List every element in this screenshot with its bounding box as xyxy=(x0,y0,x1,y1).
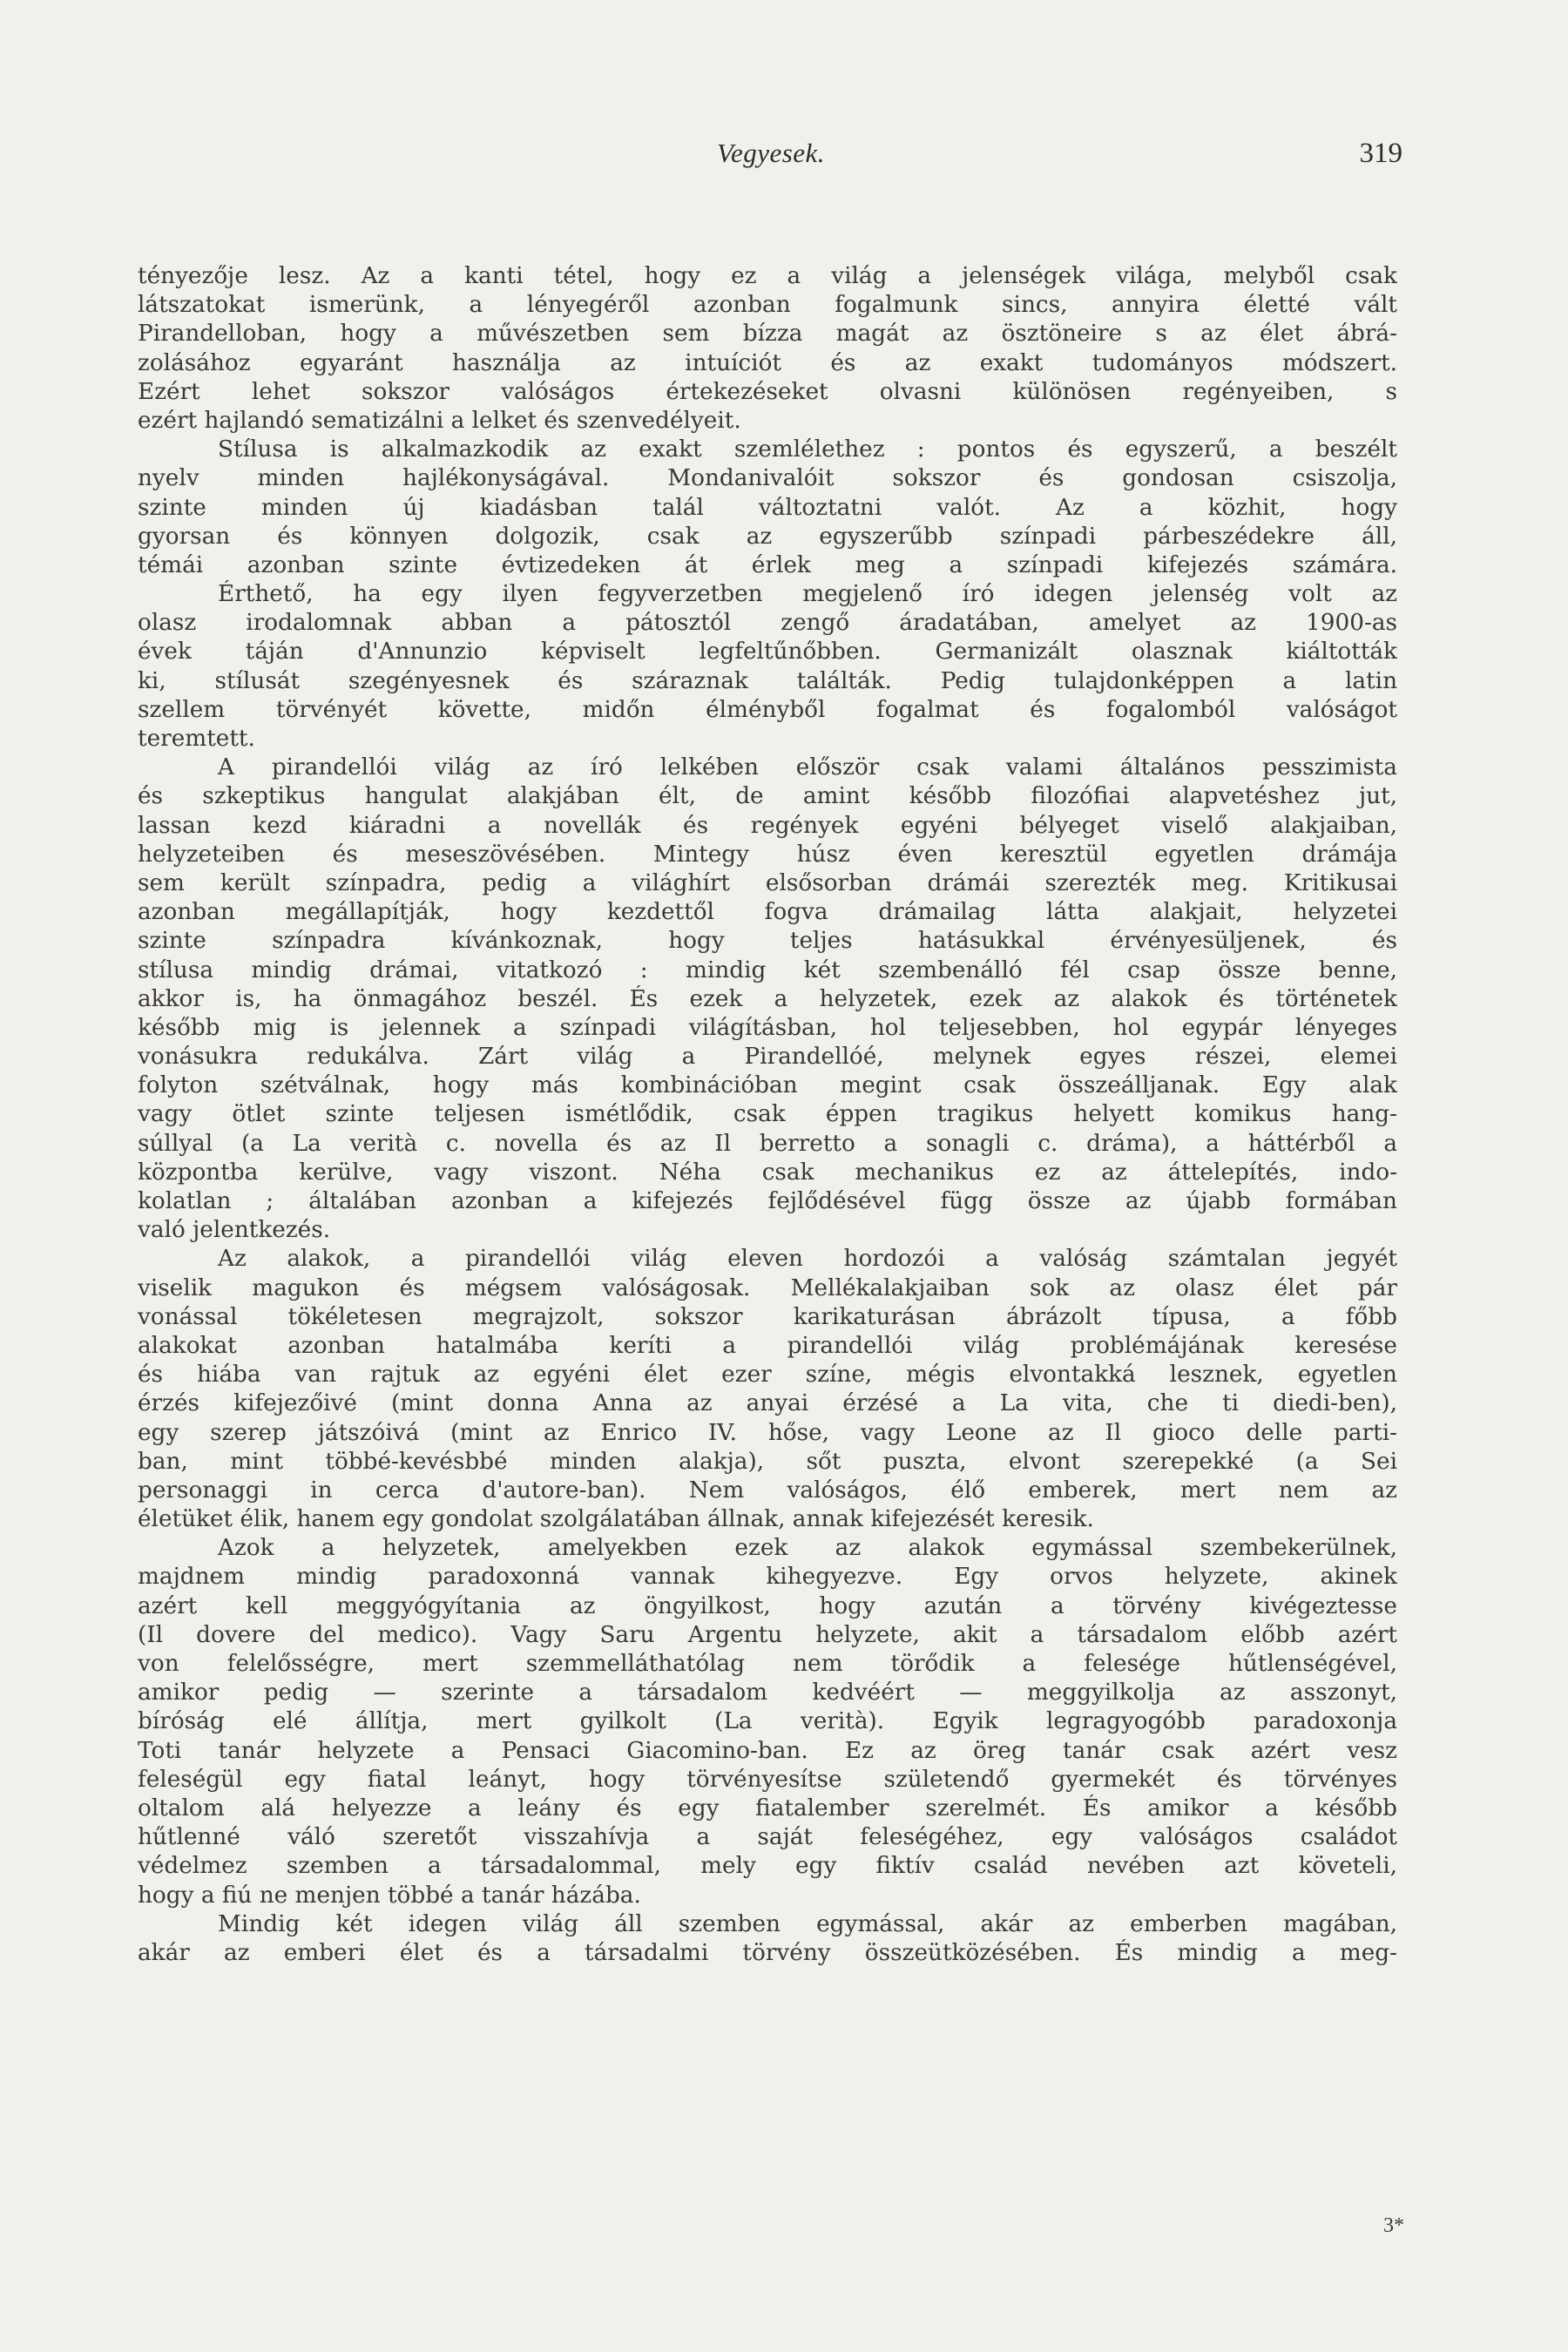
text-line: vagy ötlet szinte teljesen ismétlődik, csak éppen tragikus helyett komikus hang- xyxy=(138,1101,1397,1128)
text-line: olasz irodalomnak abban a pátosztól zengő áradatában, amelyet az 1900-as xyxy=(138,610,1397,637)
text-line: sem került színpadra, pedig a világhírt elsősorban drámái szerezték meg. Kritikusai xyxy=(138,869,1397,896)
text-line: később mig is jelennek a színpadi világításban, hol teljesebben, hol egypár lényeges xyxy=(138,1014,1397,1041)
text-line: évek táján d'Annunzio képviselt legfeltűnőbben. Germanizált olasznak kiáltották xyxy=(138,639,1397,666)
text-line: A pirandellói világ az író lelkében először csak valami általános pesszimista xyxy=(218,754,1397,781)
text-line: vonásukra redukálva. Zárt világ a Pirandellóé, melynek egyes részei, elemei xyxy=(138,1044,1397,1071)
text-line: Pirandelloban, hogy a művészetben sem bízza magát az ösztöneire s az élet ábrá- xyxy=(138,321,1397,348)
text-line: von felelősségre, mert szemmelláthatólag nem törődik a felesége hűtlenségével, xyxy=(138,1651,1397,1677)
text-line: és szkeptikus hangulat alakjában élt, de amint később filozófiai alapvetéshez jut, xyxy=(138,783,1397,810)
text-line: azért kell meggyógyítania az öngyilkost, hogy azután a törvény kivégeztesse xyxy=(138,1592,1397,1619)
text-line: amikor pedig — szerinte a társadalom kedvéért — meggyilkolja az asszonyt, xyxy=(138,1680,1397,1707)
text-line: központba kerülve, vagy viszont. Néha csak mechanikus ez az áttelepítés, indo- xyxy=(138,1159,1397,1186)
text-line: majdnem mindig paradoxonná vannak kihegyezve. Egy orvos helyzete, akinek xyxy=(138,1564,1397,1591)
text-line: életüket élik, hanem egy gondolat szolgálatában állnak, annak kifejezését keresik. xyxy=(138,1506,1094,1533)
text-line: Azok a helyzetek, amelyekben ezek az alakok egymással szembekerülnek, xyxy=(218,1535,1397,1562)
page-header xyxy=(139,138,1402,181)
text-line: folyton szétválnak, hogy más kombinációban megint csak összeálljanak. Egy alak xyxy=(138,1072,1397,1099)
running-head: Vegyesek. xyxy=(716,138,826,168)
text-line: védelmez szemben a társadalommal, mely egy fiktív család nevében azt követeli, xyxy=(138,1853,1397,1880)
text-line: zolásához egyaránt használja az intuíciót és az exakt tudományos módszert. xyxy=(138,349,1397,376)
text-line: tényezője lesz. Az a kanti tétel, hogy ez a világ a jelenségek világa, melyből csak xyxy=(138,263,1397,289)
text-line: szellem törvényét követte, midőn élményből fogalmat és fogalomból valóságot xyxy=(138,696,1397,723)
text-line: ban, mint többé-kevésbbé minden alakja), sőt puszta, elvont szerepekké (a Sei xyxy=(138,1448,1397,1475)
text-line: ki, stílusát szegényesnek és száraznak találták. Pedig tulajdonképpen a latin xyxy=(138,667,1397,694)
text-line: való jelentkezés. xyxy=(138,1217,331,1244)
text-line: látszatokat ismerünk, a lényegéről azonban fogalmunk sincs, annyira életté vált xyxy=(138,292,1397,319)
text-line: Stílusa is alkalmazkodik az exakt szemlélethez : pontos és egyszerű, a beszélt xyxy=(218,436,1397,463)
text-line: érzés kifejezőivé (mint donna Anna az anyai érzésé a La vita, che ti diedi-ben), xyxy=(138,1390,1397,1417)
text-line: ezért hajlandó sematizálni a lelket és szenvedélyeit. xyxy=(138,407,741,434)
text-line: oltalom alá helyezze a leány és egy fiatalember szerelmét. És amikor a később xyxy=(138,1794,1397,1821)
text-line: vonással tökéletesen megrajzolt, sokszor karikaturásan ábrázolt típusa, a főbb xyxy=(138,1303,1397,1330)
text-line: gyorsan és könnyen dolgozik, csak az egyszerűbb színpadi párbeszédekre áll, xyxy=(138,523,1397,550)
text-line: alakokat azonban hatalmába keríti a pirandellói világ problémájának keresése xyxy=(138,1332,1397,1359)
text-line: feleségül egy fiatal leányt, hogy törvényesítse születendő gyermekét és törvényes xyxy=(138,1766,1397,1793)
page-number: 319 xyxy=(1359,138,1402,169)
text-line: viselik magukon és mégsem valóságosak. Mellékalakjaiban sok az olasz élet pár xyxy=(138,1274,1397,1301)
text-line: personaggi in cerca d'autore-ban). Nem valóságos, élő emberek, mert nem az xyxy=(138,1477,1397,1504)
text-line: Toti tanár helyzete a Pensaci Giacomino-ban. Ez az öreg tanár csak azért vesz xyxy=(138,1737,1397,1764)
text-line: lassan kezd kiáradni a novellák és regények egyéni bélyeget viselő alakjaiban, xyxy=(138,812,1397,839)
signature-mark: 3* xyxy=(1383,2214,1404,2237)
text-line: Mindig két idegen világ áll szemben egymással, akár az emberben magában, xyxy=(218,1910,1397,1937)
text-line: hűtlenné váló szeretőt visszahívja a saját feleségéhez, egy valóságos családot xyxy=(138,1824,1397,1851)
text-line: hogy a fiú ne menjen többé a tanár házába. xyxy=(138,1882,641,1909)
text-line: Ezért lehet sokszor valóságos értekezéseket olvasni különösen regényeiben, s xyxy=(138,378,1397,405)
text-line: és hiába van rajtuk az egyéni élet ezer színe, mégis elvontakká lesznek, egyetlen xyxy=(138,1362,1397,1389)
text-line: helyzeteiben és meseszövésében. Mintegy húsz éven keresztül egyetlen drámája xyxy=(138,841,1397,868)
text-line: akár az emberi élet és a társadalmi törvény összeütközésében. És mindig a meg- xyxy=(138,1939,1397,1966)
text-line: Érthető, ha egy ilyen fegyverzetben megjelenő író idegen jelenség volt az xyxy=(218,581,1397,608)
text-line: szinte minden új kiadásban talál változtatni valót. Az a közhit, hogy xyxy=(138,494,1397,521)
text-line: bíróság elé állítja, mert gyilkolt (La verità). Egyik legragyogóbb paradoxonja xyxy=(138,1708,1397,1735)
text-line: akkor is, ha önmagához beszél. És ezek a helyzetek, ezek az alakok és történetek xyxy=(138,985,1397,1012)
text-line: nyelv minden hajlékonyságával. Mondanivalóit sokszor és gondosan csiszolja, xyxy=(138,465,1397,492)
text-line: azonban megállapítják, hogy kezdettől fogva drámailag látta alakjait, helyzetei xyxy=(138,899,1397,926)
text-line: szinte színpadra kívánkoznak, hogy teljes hatásukkal érvényesüljenek, és xyxy=(138,928,1397,955)
text-line: (Il dovere del medico). Vagy Saru Argentu helyzete, akit a társadalom előbb azért xyxy=(138,1621,1397,1648)
text-line: súllyal (a La verità c. novella és az Il berretto a sonagli c. dráma), a háttérből a xyxy=(138,1130,1397,1157)
text-line: teremtett. xyxy=(138,726,255,752)
text-line: Az alakok, a pirandellói világ eleven hordozói a valóság számtalan jegyét xyxy=(218,1246,1397,1273)
text-line: kolatlan ; általában azonban a kifejezés fejlődésével függ össze az újabb formában xyxy=(138,1188,1397,1214)
body-text xyxy=(138,262,1397,1968)
text-line: témái azonban szinte évtizedeken át érlek meg a színpadi kifejezés számára. xyxy=(138,551,1397,578)
text-line: egy szerep játszóivá (mint az Enrico IV. hőse, vagy Leone az Il gioco delle parti- xyxy=(138,1419,1397,1446)
text-line: stílusa mindig drámai, vitatkozó : mindig két szembenálló fél csap össze benne, xyxy=(138,956,1397,983)
